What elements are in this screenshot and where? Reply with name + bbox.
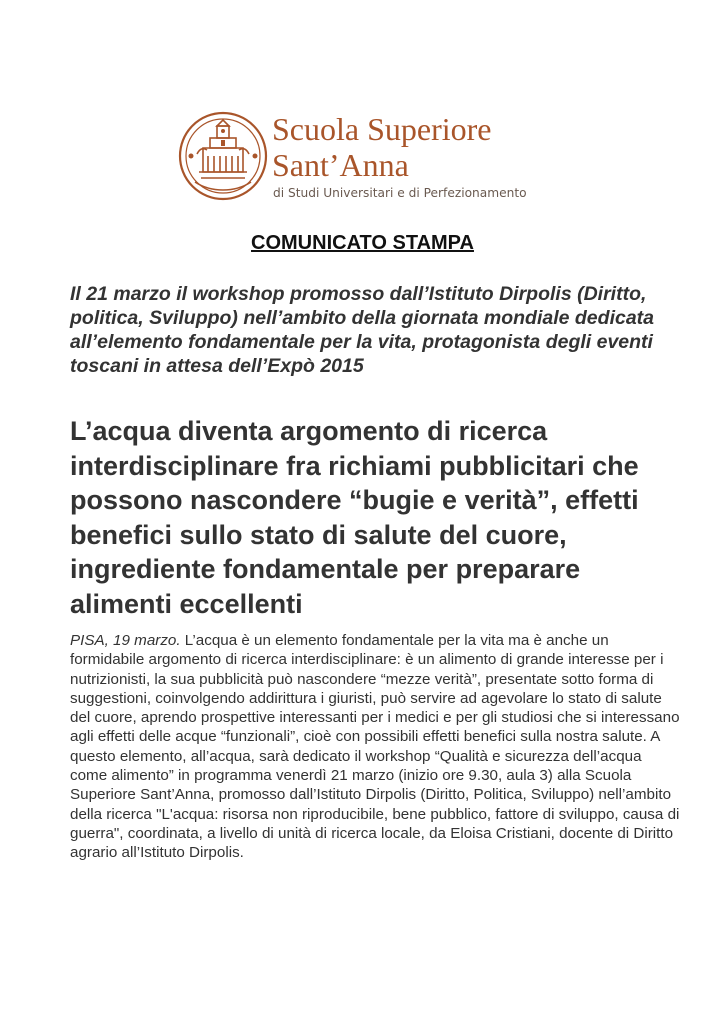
body-text: L’acqua è un elemento fondamentale per la vita ma è anche un formidabile argomento di ricerca interdisciplinare: è un alimento di grande interesse per i nutrizionisti, la sua pubblicità può nascondere “mezze verità”, presentate sotto forma di suggestioni, coinvolgendo addirittura i giuristi, può servire ad agevolare lo stato di salute del cuore, aprendo prospettive interessanti per i medici e per gli studiosi che si interessano agli effetti delle acque “funzionali”, cioè con possibili effetti benefici sulla nostra salute. A questo elemento, all’acqua, sarà dedicato il workshop “Qualità e sicurezza dell’acqua come alimento” in programma venerdì 21 marzo (inizio ore 9.30, aula 3) alla Scuola Superiore Sant’Anna, promosso dall’Istituto Dirpolis (Diritto, Politica, Sviluppo) nell’ambito della ricerca "L'acqua: risorsa non riproducibile, bene pubblico, fattore di sviluppo, causa di guerra", coordinata, a livello di unità di ricerca locale, da Eloisa Cristiani, docente di Diritto agrario all’Istituto Dirpolis. [70, 632, 680, 862]
seal-icon [177, 110, 269, 202]
subtitle: Il 21 marzo il workshop promosso dall’Istituto Dirpolis (Diritto, politica, Sviluppo) nell’ambito della giornata mondiale dedicata all’elemento fondamentale per la vita, protagonista degli eventi toscani in attesa dell’Expò 2015 [70, 283, 655, 377]
institution-logo [177, 106, 527, 206]
logo-name-line2: Sant’Anna [272, 147, 409, 183]
logo-name-line1: Scuola Superiore [272, 111, 492, 147]
body-paragraph [70, 631, 680, 863]
headline: L’acqua diventa argomento di ricerca interdisciplinare fra richiami pubblicitari che possono nascondere “bugie e verità”, effetti benefici sullo stato di salute del cuore, ingrediente fondamentale per preparare alimenti eccellenti [70, 416, 639, 619]
dateline: PISA, 19 marzo. [70, 632, 181, 649]
logo-subline: di Studi Universitari e di Perfezionamento [273, 186, 527, 200]
press-release-title: COMUNICATO STAMPA [251, 232, 474, 254]
